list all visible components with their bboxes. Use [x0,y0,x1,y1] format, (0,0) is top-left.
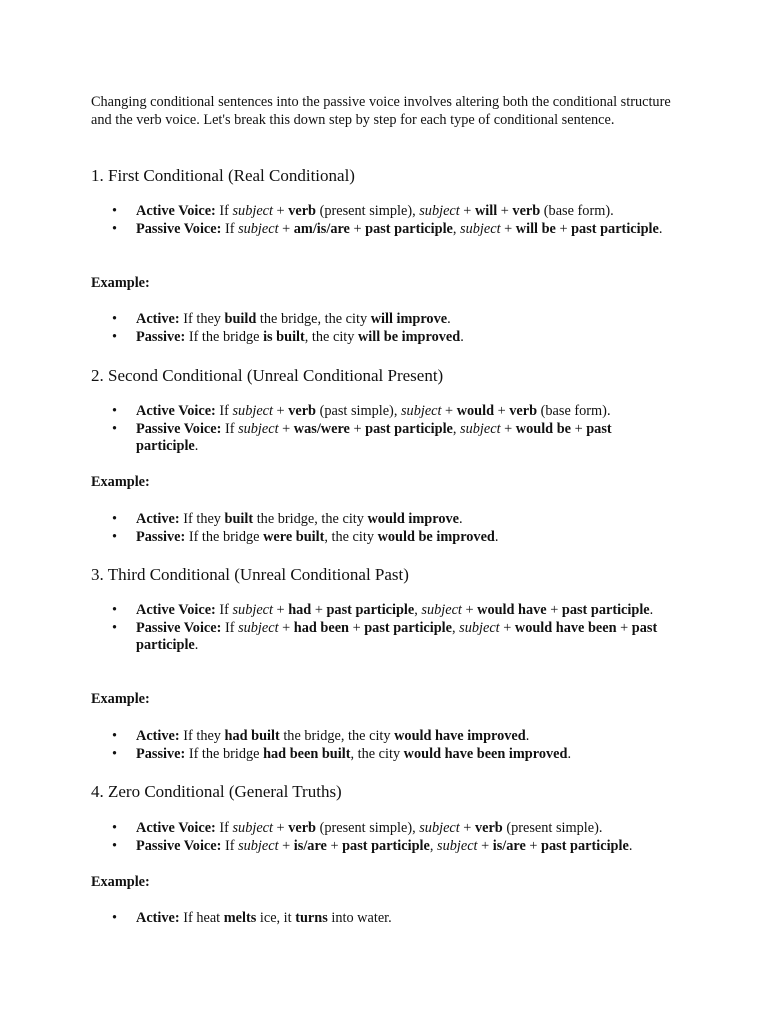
section-4-passive-rule: • Passive Voice: If subject + is/are + past participle, subject + is/are + past participle. [91,838,671,856]
section-2-examples [91,511,671,546]
section-1-example-label: Example: [91,275,150,291]
section-3-active-example: • Active: If they had built the bridge, the city would have improved. [91,728,671,746]
section-2-heading: 2. Second Conditional (Unreal Conditional Present) [91,366,444,385]
section-2-passive-example: • Passive: If the bridge were built, the city would be improved. [91,529,671,547]
section-1-active-example: • Active: If they build the bridge, the city will improve. [91,311,671,329]
section-2-active-example: • Active: If they built the bridge, the city would improve. [91,511,671,529]
section-2-example-label: Example: [91,474,150,490]
section-1-passive-rule: • Passive Voice: If subject + am/is/are + past participle, subject + will be + past participle. [91,221,671,239]
section-4-active-rule: • Active Voice: If subject + verb (present simple), subject + verb (present simple). [91,820,671,838]
intro-paragraph: Changing conditional sentences into the passive voice involves altering both the conditional structure and the verb voice. Let's break this down step by step for each type of conditional sentence. [91,94,671,128]
section-2-rules [91,403,671,456]
section-4-heading: 4. Zero Conditional (General Truths) [91,782,342,801]
section-1-passive-example: • Passive: If the bridge is built, the city will be improved. [91,329,671,347]
section-4-active-example: • Active: If heat melts ice, it turns into water. [91,910,671,928]
section-4-rules [91,820,671,855]
section-3-rules [91,602,671,655]
section-1-active-rule: • Active Voice: If subject + verb (present simple), subject + will + verb (base form). [91,203,671,221]
section-1-examples [91,311,671,346]
section-3-active-rule: • Active Voice: If subject + had + past participle, subject + would have + past participle. [91,602,671,620]
section-1-heading: 1. First Conditional (Real Conditional) [91,166,355,185]
section-2-passive-rule: • Passive Voice: If subject + was/were + past participle, subject + would be + past participle. [91,421,671,456]
section-4-examples [91,910,671,928]
section-3-passive-example: • Passive: If the bridge had been built, the city would have been improved. [91,746,671,764]
section-3-example-label: Example: [91,691,150,707]
section-3-passive-rule: • Passive Voice: If subject + had been + past participle, subject + would have been + past participle. [91,620,671,655]
section-3-examples [91,728,671,763]
section-4-example-label: Example: [91,874,150,890]
section-3-heading: 3. Third Conditional (Unreal Conditional Past) [91,565,409,584]
section-2-active-rule: • Active Voice: If subject + verb (past simple), subject + would + verb (base form). [91,403,671,421]
section-1-rules [91,203,671,238]
